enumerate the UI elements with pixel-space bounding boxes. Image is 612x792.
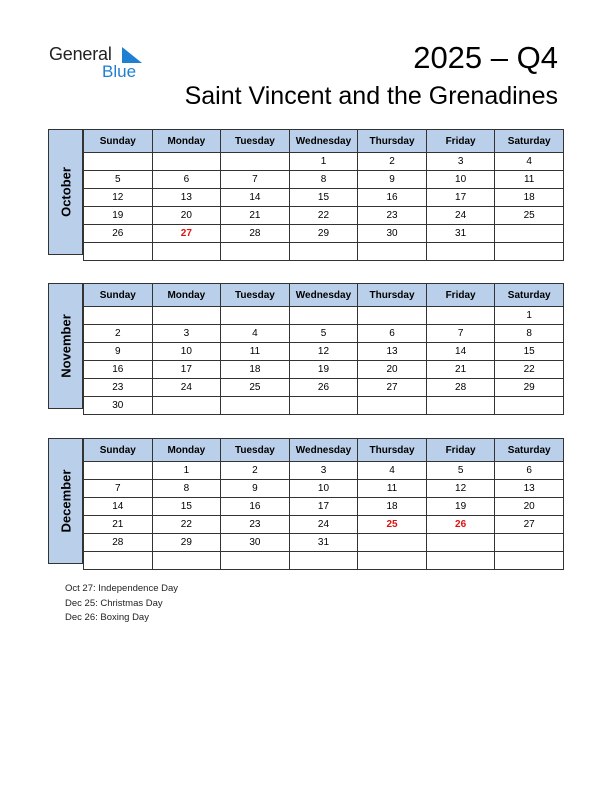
logo-text-blue: Blue — [102, 62, 137, 81]
day-cell: 4 — [358, 462, 427, 480]
weekday-header: Tuesday — [221, 130, 290, 153]
weekday-header: Monday — [152, 284, 221, 307]
weekday-header: Thursday — [358, 439, 427, 462]
day-cell — [495, 397, 564, 415]
day-cell: 24 — [426, 207, 495, 225]
month-label — [48, 129, 83, 255]
day-cell: 26 — [84, 225, 153, 243]
day-cell: 26 — [289, 379, 358, 397]
day-cell: 24 — [289, 516, 358, 534]
day-cell — [495, 552, 564, 570]
day-cell — [358, 552, 427, 570]
calendar-table — [83, 438, 564, 570]
month-block-december — [48, 438, 564, 564]
day-cell — [495, 534, 564, 552]
day-cell: 1 — [289, 153, 358, 171]
day-cell: 21 — [426, 361, 495, 379]
day-cell: 30 — [84, 397, 153, 415]
day-cell: 10 — [289, 480, 358, 498]
weekday-header: Wednesday — [289, 130, 358, 153]
weekday-header-row — [84, 284, 564, 307]
week-row — [84, 397, 564, 415]
day-cell: 19 — [289, 361, 358, 379]
day-cell: 23 — [84, 379, 153, 397]
day-cell — [358, 534, 427, 552]
day-cell — [152, 552, 221, 570]
week-row — [84, 343, 564, 361]
day-cell: 2 — [358, 153, 427, 171]
day-cell — [152, 307, 221, 325]
day-cell: 12 — [84, 189, 153, 207]
week-row — [84, 534, 564, 552]
day-cell: 30 — [358, 225, 427, 243]
day-cell: 3 — [289, 462, 358, 480]
day-cell: 3 — [152, 325, 221, 343]
day-cell: 11 — [495, 171, 564, 189]
month-name: December — [58, 469, 73, 533]
day-cell: 8 — [152, 480, 221, 498]
page-title: 2025 – Q4 — [413, 40, 558, 75]
day-cell — [358, 243, 427, 261]
month-name: November — [58, 314, 73, 378]
day-cell: 16 — [358, 189, 427, 207]
day-cell: 9 — [358, 171, 427, 189]
day-cell — [84, 243, 153, 261]
generalblue-logo — [49, 44, 149, 84]
day-cell: 25 — [221, 379, 290, 397]
day-cell — [358, 307, 427, 325]
day-cell: 2 — [84, 325, 153, 343]
week-row — [84, 225, 564, 243]
week-row — [84, 361, 564, 379]
week-row — [84, 325, 564, 343]
day-cell: 14 — [221, 189, 290, 207]
day-cell: 22 — [152, 516, 221, 534]
day-cell: 8 — [289, 171, 358, 189]
day-cell: 13 — [152, 189, 221, 207]
day-cell: 28 — [84, 534, 153, 552]
day-cell: 4 — [221, 325, 290, 343]
day-cell: 20 — [152, 207, 221, 225]
day-cell — [152, 397, 221, 415]
day-cell: 2 — [221, 462, 290, 480]
day-cell: 5 — [289, 325, 358, 343]
logo-text-general: General — [49, 44, 112, 64]
weekday-header: Sunday — [84, 130, 153, 153]
day-cell: 10 — [152, 343, 221, 361]
day-cell: 25 — [358, 516, 427, 534]
weekday-header: Thursday — [358, 130, 427, 153]
day-cell: 20 — [358, 361, 427, 379]
weekday-header: Monday — [152, 130, 221, 153]
day-cell: 16 — [221, 498, 290, 516]
week-row — [84, 189, 564, 207]
day-cell: 29 — [495, 379, 564, 397]
day-cell: 16 — [84, 361, 153, 379]
holiday-note: Dec 26: Boxing Day — [65, 612, 149, 623]
day-cell: 9 — [84, 343, 153, 361]
week-row — [84, 462, 564, 480]
day-cell: 19 — [426, 498, 495, 516]
day-cell: 7 — [426, 325, 495, 343]
day-cell: 13 — [495, 480, 564, 498]
month-block-november — [48, 283, 564, 409]
day-cell: 25 — [495, 207, 564, 225]
day-cell: 29 — [152, 534, 221, 552]
day-cell — [221, 153, 290, 171]
weekday-header-row — [84, 130, 564, 153]
day-cell: 4 — [495, 153, 564, 171]
holiday-notes — [65, 582, 178, 626]
day-cell: 14 — [426, 343, 495, 361]
day-cell: 15 — [152, 498, 221, 516]
month-name: October — [58, 167, 73, 217]
week-row — [84, 307, 564, 325]
day-cell: 21 — [84, 516, 153, 534]
weekday-header: Saturday — [495, 284, 564, 307]
logo-triangle-icon — [122, 47, 142, 63]
day-cell — [84, 462, 153, 480]
day-cell — [84, 552, 153, 570]
week-row — [84, 243, 564, 261]
day-cell — [221, 552, 290, 570]
page-subtitle: Saint Vincent and the Grenadines — [184, 82, 558, 110]
day-cell — [221, 307, 290, 325]
day-cell — [84, 307, 153, 325]
day-cell: 1 — [495, 307, 564, 325]
day-cell: 20 — [495, 498, 564, 516]
day-cell — [358, 397, 427, 415]
day-cell: 28 — [221, 225, 290, 243]
weekday-header: Friday — [426, 284, 495, 307]
day-cell: 22 — [495, 361, 564, 379]
day-cell — [495, 243, 564, 261]
weekday-header: Tuesday — [221, 284, 290, 307]
calendar-table — [83, 283, 564, 415]
day-cell: 5 — [426, 462, 495, 480]
weekday-header: Monday — [152, 439, 221, 462]
day-cell — [426, 243, 495, 261]
weekday-header: Saturday — [495, 439, 564, 462]
day-cell: 24 — [152, 379, 221, 397]
day-cell: 18 — [221, 361, 290, 379]
day-cell: 12 — [289, 343, 358, 361]
day-cell: 8 — [495, 325, 564, 343]
day-cell: 15 — [289, 189, 358, 207]
day-cell: 31 — [289, 534, 358, 552]
weekday-header: Saturday — [495, 130, 564, 153]
day-cell — [426, 534, 495, 552]
day-cell — [289, 397, 358, 415]
day-cell: 17 — [426, 189, 495, 207]
weekday-header: Tuesday — [221, 439, 290, 462]
day-cell: 22 — [289, 207, 358, 225]
calendar-table — [83, 129, 564, 261]
day-cell: 13 — [358, 343, 427, 361]
day-cell: 11 — [358, 480, 427, 498]
day-cell — [289, 552, 358, 570]
day-cell — [84, 153, 153, 171]
weekday-header: Sunday — [84, 284, 153, 307]
day-cell: 5 — [84, 171, 153, 189]
day-cell: 11 — [221, 343, 290, 361]
day-cell: 10 — [426, 171, 495, 189]
day-cell: 23 — [358, 207, 427, 225]
day-cell: 17 — [152, 361, 221, 379]
day-cell — [221, 243, 290, 261]
day-cell: 17 — [289, 498, 358, 516]
weekday-header: Friday — [426, 439, 495, 462]
day-cell — [152, 153, 221, 171]
day-cell: 29 — [289, 225, 358, 243]
holiday-note: Oct 27: Independence Day — [65, 583, 179, 594]
day-cell: 18 — [358, 498, 427, 516]
day-cell: 27 — [358, 379, 427, 397]
day-cell: 9 — [221, 480, 290, 498]
weekday-header: Sunday — [84, 439, 153, 462]
week-row — [84, 516, 564, 534]
day-cell: 6 — [495, 462, 564, 480]
month-label — [48, 438, 83, 564]
day-cell: 23 — [221, 516, 290, 534]
week-row — [84, 207, 564, 225]
day-cell — [426, 307, 495, 325]
day-cell: 6 — [152, 171, 221, 189]
month-block-october — [48, 129, 564, 255]
day-cell: 15 — [495, 343, 564, 361]
day-cell: 1 — [152, 462, 221, 480]
day-cell: 12 — [426, 480, 495, 498]
weekday-header: Wednesday — [289, 284, 358, 307]
day-cell: 21 — [221, 207, 290, 225]
day-cell: 6 — [358, 325, 427, 343]
day-cell: 31 — [426, 225, 495, 243]
day-cell — [426, 397, 495, 415]
day-cell: 27 — [495, 516, 564, 534]
weekday-header-row — [84, 439, 564, 462]
week-row — [84, 498, 564, 516]
day-cell: 7 — [84, 480, 153, 498]
day-cell: 30 — [221, 534, 290, 552]
weekday-header: Thursday — [358, 284, 427, 307]
week-row — [84, 153, 564, 171]
month-label — [48, 283, 83, 409]
day-cell: 14 — [84, 498, 153, 516]
weekday-header: Friday — [426, 130, 495, 153]
day-cell — [289, 243, 358, 261]
holiday-note: Dec 25: Christmas Day — [65, 597, 163, 609]
day-cell: 28 — [426, 379, 495, 397]
day-cell — [152, 243, 221, 261]
week-row — [84, 552, 564, 570]
day-cell — [426, 552, 495, 570]
day-cell: 27 — [152, 225, 221, 243]
day-cell: 26 — [426, 516, 495, 534]
week-row — [84, 171, 564, 189]
day-cell: 19 — [84, 207, 153, 225]
day-cell — [221, 397, 290, 415]
day-cell: 18 — [495, 189, 564, 207]
week-row — [84, 480, 564, 498]
day-cell: 3 — [426, 153, 495, 171]
day-cell — [495, 225, 564, 243]
day-cell: 7 — [221, 171, 290, 189]
week-row — [84, 379, 564, 397]
day-cell — [289, 307, 358, 325]
weekday-header: Wednesday — [289, 439, 358, 462]
